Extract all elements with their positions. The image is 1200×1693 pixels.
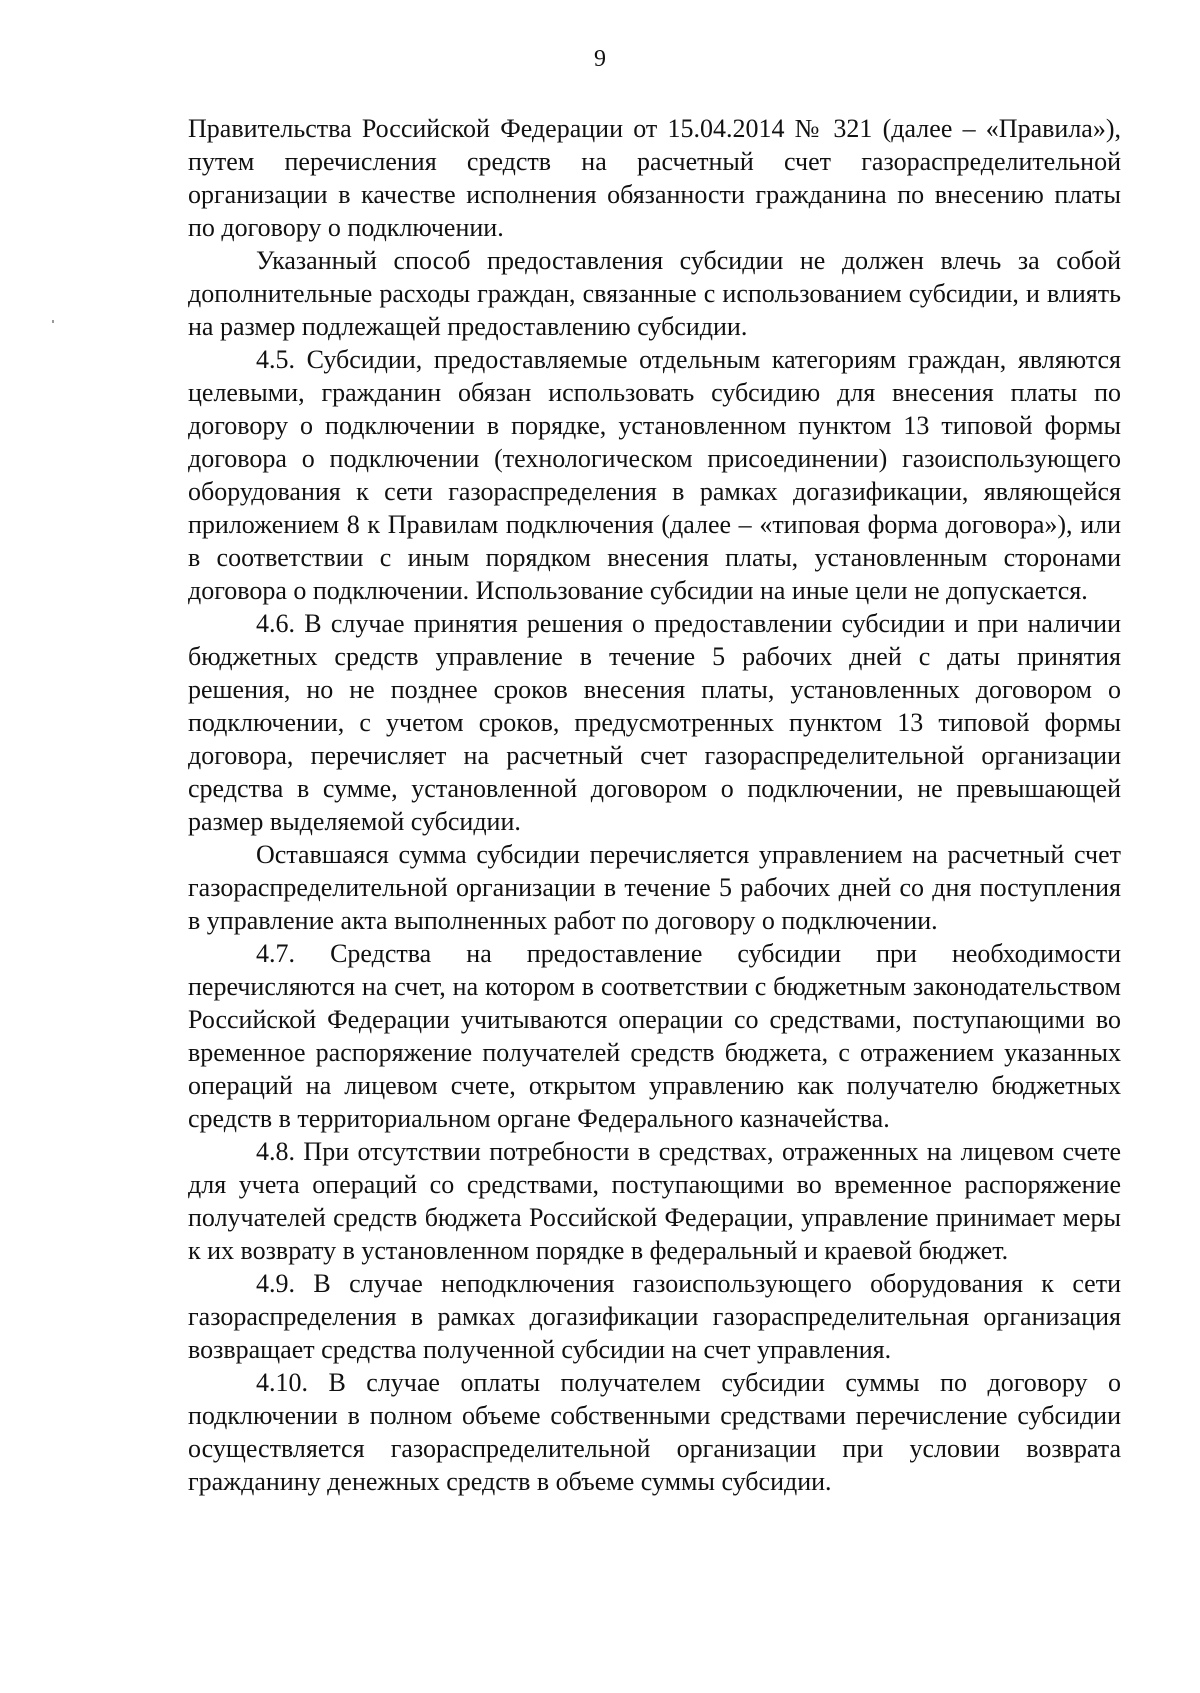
paragraph-4-8: 4.8. При отсутствии потребности в средствах, отраженных на лицевом счете для учета операций со средствами, поступающими во временное распоряжение получателей средств бюджета Российской Федерации, управление принимает меры к их возврату в установленном порядке в федеральный и краевой бюджет. [188,1137,1121,1265]
paragraph-4-6: 4.6. В случае принятия решения о предоставлении субсидии и при наличии бюджетных средств управление в течение 5 рабочих дней с даты принятия решения, но не позднее сроков внесения платы, установленных договором о подключении, с учетом сроков, предусмотренных пунктом 13 типовой формы договора, перечисляет на расчетный счет газораспределительной организации средства в сумме, установленной договором о подключении, не превышающей размер выделяемой субсидии. [188,609,1121,836]
scan-speck [52,320,54,323]
paragraph-4-9: 4.9. В случае неподключения газоиспользующего оборудования к сети газораспределения в рамках догазификации газораспределительная организация возвращает средства полученной субсидии на счет управления. [188,1269,1121,1364]
page-number: 9 [594,46,606,72]
paragraph-remaining-sum: Оставшаяся сумма субсидии перечисляется управлением на расчетный счет газораспределительной организации в течение 5 рабочих дней со дня поступления в управление акта выполненных работ по договору о подключении. [188,840,1121,935]
document-body [188,112,1121,1498]
paragraph-continuation: Правительства Российской Федерации от 15.04.2014 № 321 (далее – «Правила»), путем перечисления средств на расчетный счет газораспределительной организации в качестве исполнения обязанности гражданина по внесению платы по договору о подключении. [188,114,1121,242]
paragraph-subsidy-method: Указанный способ предоставления субсидии не должен влечь за собой дополнительные расходы граждан, связанные с использованием субсидии, и влиять на размер подлежащей предоставлению субсидии. [188,246,1121,341]
paragraph-4-10: 4.10. В случае оплаты получателем субсидии суммы по договору о подключении в полном объеме собственными средствами перечисление субсидии осуществляется газораспределительной организации при условии возврата гражданину денежных средств в объеме суммы субсидии. [188,1368,1121,1496]
paragraph-4-5: 4.5. Субсидии, предоставляемые отдельным категориям граждан, являются целевыми, гражданин обязан использовать субсидию для внесения платы по договору о подключении в порядке, установленном пунктом 13 типовой формы договора о подключении (технологическом присоединении) газоиспользующего оборудования к сети газораспределения в рамках догазификации, являющейся приложением 8 к Правилам подключения (далее – «типовая форма договора»), или в соответствии с иным порядком внесения платы, установленным сторонами договора о подключении. Использование субсидии на иные цели не допускается. [188,345,1121,605]
paragraph-4-7: 4.7. Средства на предоставление субсидии при необходимости перечисляются на счет, на котором в соответствии с бюджетным законодательством Российской Федерации учитываются операции со средствами, поступающими во временное распоряжение получателей средств бюджета, с отражением указанных операций на лицевом счете, открытом управлению как получателю бюджетных средств в территориальном органе Федерального казначейства. [188,939,1121,1133]
